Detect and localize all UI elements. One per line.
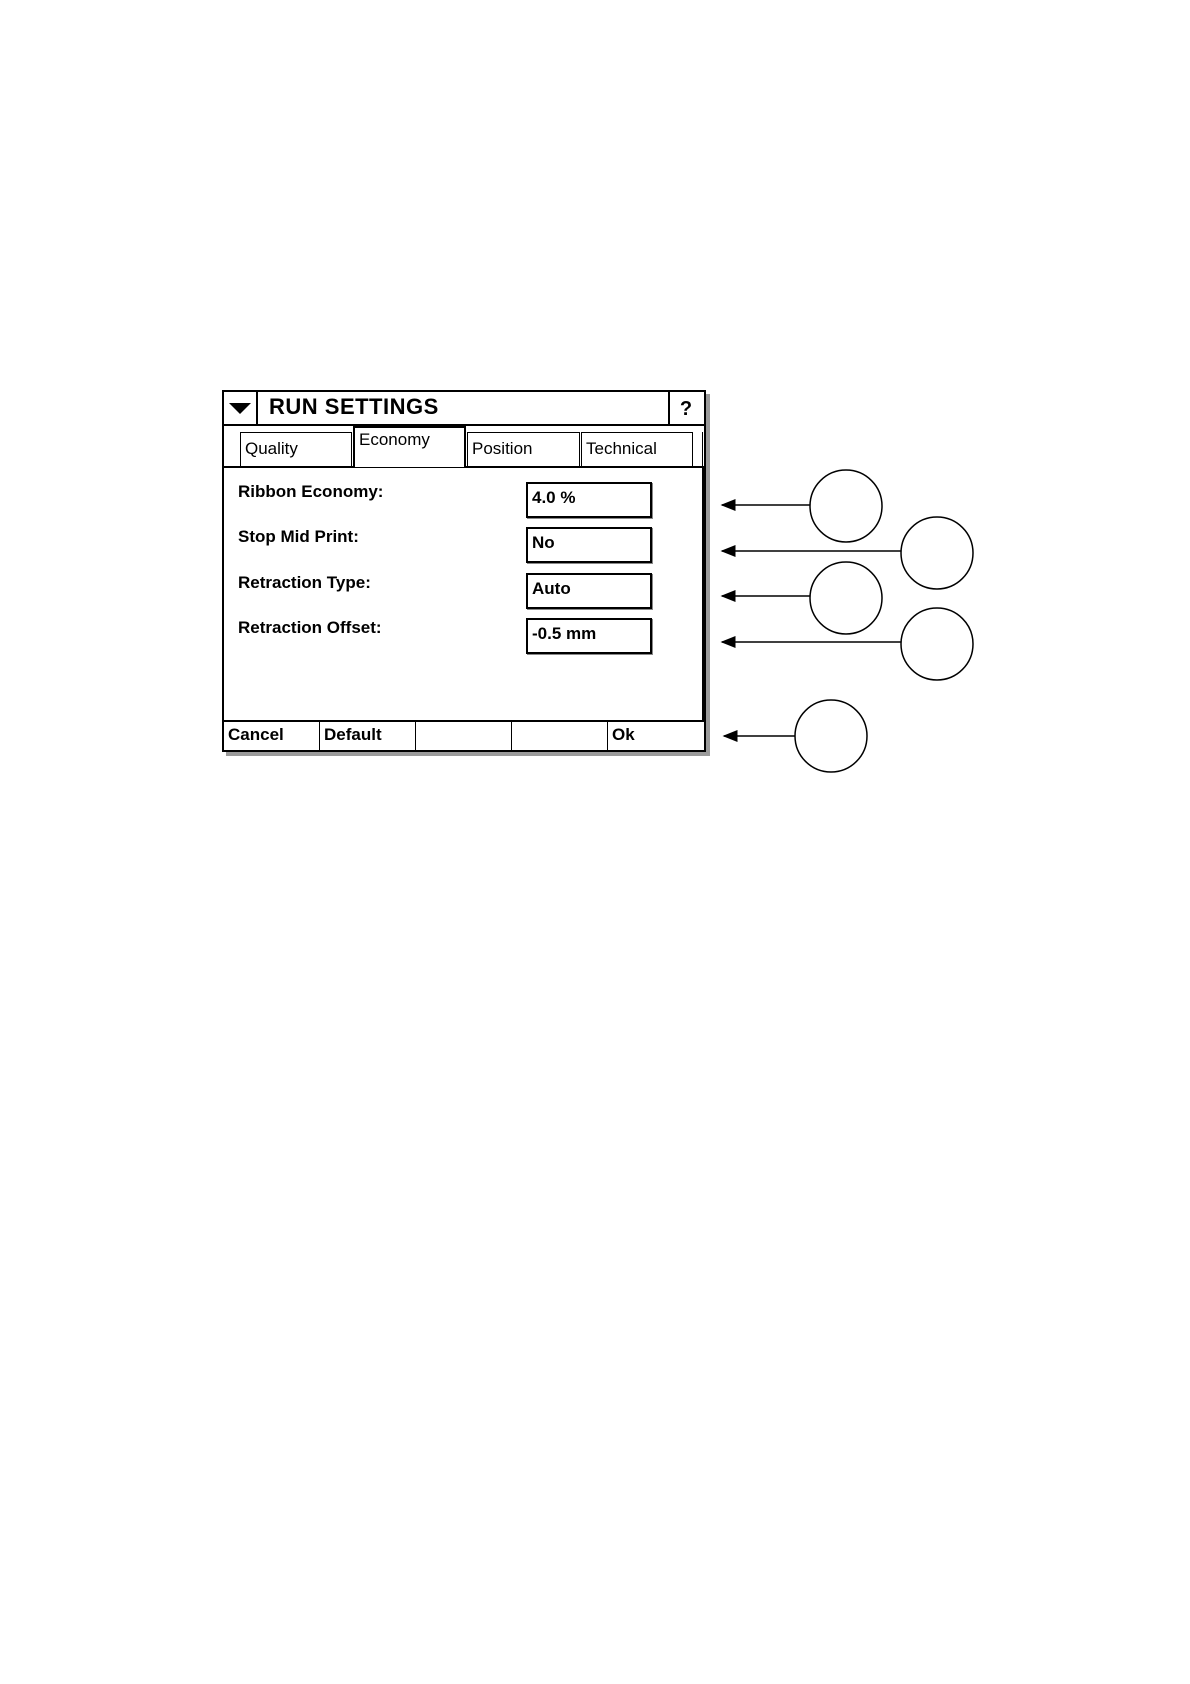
tab-economy[interactable]: Economy <box>353 426 466 467</box>
tab-quality[interactable]: Quality <box>240 432 352 466</box>
callout-5 <box>724 700 867 772</box>
stop-mid-print-field[interactable]: No <box>526 527 652 563</box>
ribbon-economy-field[interactable]: 4.0 % <box>526 482 652 518</box>
callout-4 <box>722 608 973 680</box>
ribbon-economy-label: Ribbon Economy: <box>238 482 384 501</box>
dialog-title: RUN SETTINGS <box>269 394 439 419</box>
callout-3 <box>722 562 882 634</box>
stop-mid-print-label: Stop Mid Print: <box>238 527 359 546</box>
retraction-offset-label: Retraction Offset: <box>238 618 382 637</box>
tab-position[interactable]: Position <box>467 432 580 466</box>
default-button[interactable]: Default <box>320 722 416 752</box>
cancel-button[interactable]: Cancel <box>224 722 320 752</box>
callout-2 <box>722 517 973 589</box>
retraction-offset-field[interactable]: -0.5 mm <box>526 618 652 654</box>
retraction-type-label: Retraction Type: <box>238 573 371 592</box>
callout-1 <box>722 470 882 542</box>
retraction-type-field[interactable]: Auto <box>526 573 652 609</box>
tab-technical[interactable]: Technical <box>581 432 693 466</box>
ok-button[interactable]: Ok <box>612 725 635 744</box>
help-button[interactable]: ? <box>668 392 702 424</box>
